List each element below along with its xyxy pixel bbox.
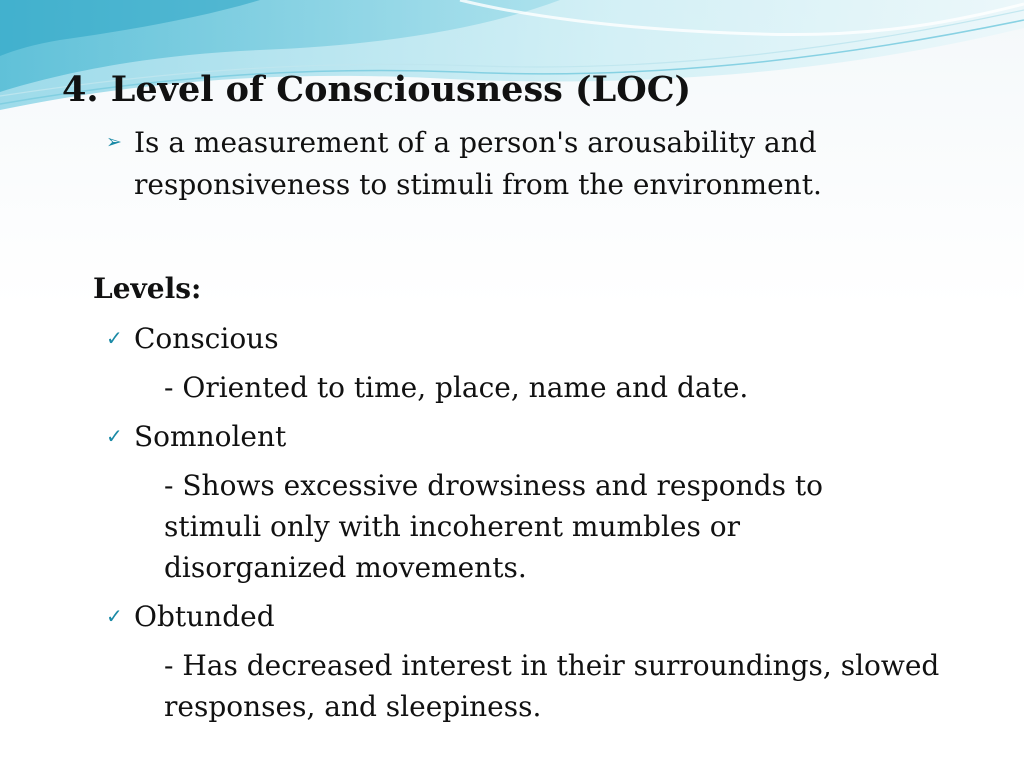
arrow-bullet-icon: ➢: [106, 131, 122, 153]
levels-heading: Levels:: [93, 272, 202, 305]
check-bullet-icon: ✓: [106, 604, 123, 628]
level-description-line: responses, and sleepiness.: [164, 690, 542, 723]
level-item-somnolent: [106, 416, 286, 458]
check-bullet-icon: ✓: [106, 424, 123, 448]
level-description-line: - Shows excessive drowsiness and responds to: [164, 469, 823, 502]
level-name: Somnolent: [134, 420, 287, 453]
level-description-line: stimuli only with incoherent mumbles or: [164, 510, 741, 543]
check-bullet-icon: ✓: [106, 326, 123, 350]
level-item-conscious: [106, 318, 279, 360]
level-item-obtunded: [106, 596, 275, 638]
level-description-line: - Has decreased interest in their surroundings, slowed: [164, 649, 940, 682]
level-description-line: - Oriented to time, place, name and date.: [164, 371, 749, 404]
definition-line-2: responsiveness to stimuli from the environment.: [134, 168, 822, 201]
level-name: Conscious: [134, 322, 279, 355]
level-description-line: disorganized movements.: [164, 551, 527, 584]
definition-line-1: Is a measurement of a person's arousability and: [134, 126, 817, 159]
slide-title: 4. Level of Consciousness (LOC): [62, 69, 692, 110]
definition-text: [134, 122, 822, 206]
level-name: Obtunded: [134, 600, 275, 633]
definition-bullet: [106, 122, 822, 206]
